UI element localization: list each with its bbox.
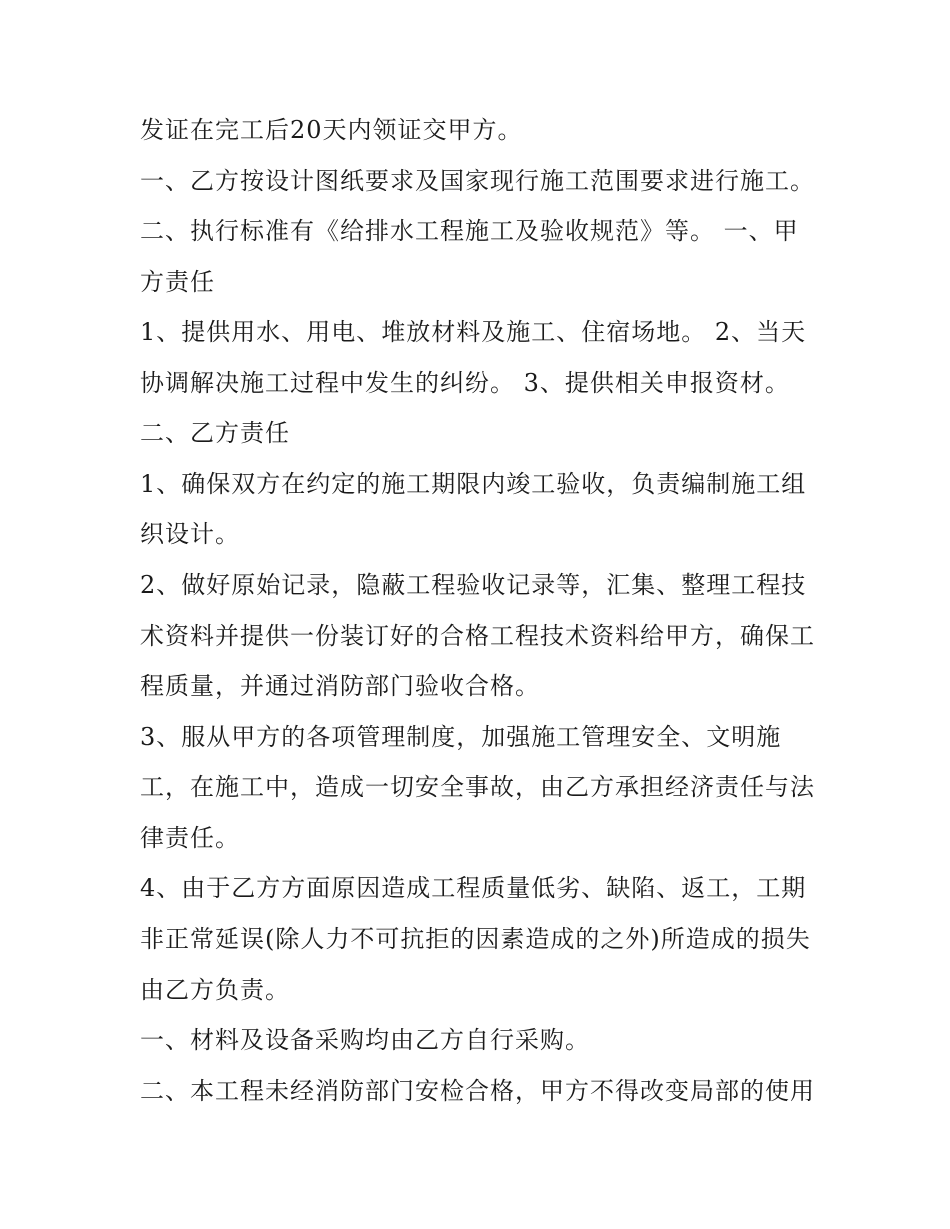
text-line: 方责任 <box>140 268 215 296</box>
text-line: 1、确保双方在约定的施工期限内竣工验收，负责编制施工组 <box>140 470 807 498</box>
text-line: 2、做好原始记录，隐蔽工程验收记录等，汇集、整理工程技 <box>140 571 807 599</box>
text-line: 一、材料及设备采购均由乙方自行采购。 <box>140 1026 590 1054</box>
text-line: 术资料并提供一份装订好的合格工程技术资料给甲方，确保工 <box>140 622 815 650</box>
text-line: 发证在完工后20天内领证交甲方。 <box>140 116 523 144</box>
text-line: 二、执行标准有《给排水工程施工及验收规范》等。 一、甲 <box>140 217 799 245</box>
section-heading: 二、乙方责任 <box>140 419 290 447</box>
text-line: 工，在施工中，造成一切安全事故，由乙方承担经济责任与法 <box>140 773 815 801</box>
text-line: 织设计。 <box>140 520 240 548</box>
text-line: 1、提供用水、用电、堆放材料及施工、住宿场地。 2、当天 <box>140 318 807 346</box>
text-line: 一、乙方按设计图纸要求及国家现行施工范围要求进行施工。 <box>140 167 815 195</box>
text-line: 二、本工程未经消防部门安检合格，甲方不得改变局部的使用 <box>140 1077 815 1105</box>
text-line: 3、服从甲方的各项管理制度，加强施工管理安全、文明施 <box>140 723 782 751</box>
text-line: 律责任。 <box>140 824 240 852</box>
text-line: 程质量，并通过消防部门验收合格。 <box>140 672 540 700</box>
text-line: 4、由于乙方方面原因造成工程质量低劣、缺陷、返工，工期 <box>140 874 807 902</box>
text-line: 协调解决施工过程中发生的纠纷。 3、提供相关申报资材。 <box>140 369 790 397</box>
text-line: 由乙方负责。 <box>140 976 290 1004</box>
text-line: 非正常延误(除人力不可抗拒的因素造成的之外)所造成的损失 <box>140 925 811 953</box>
